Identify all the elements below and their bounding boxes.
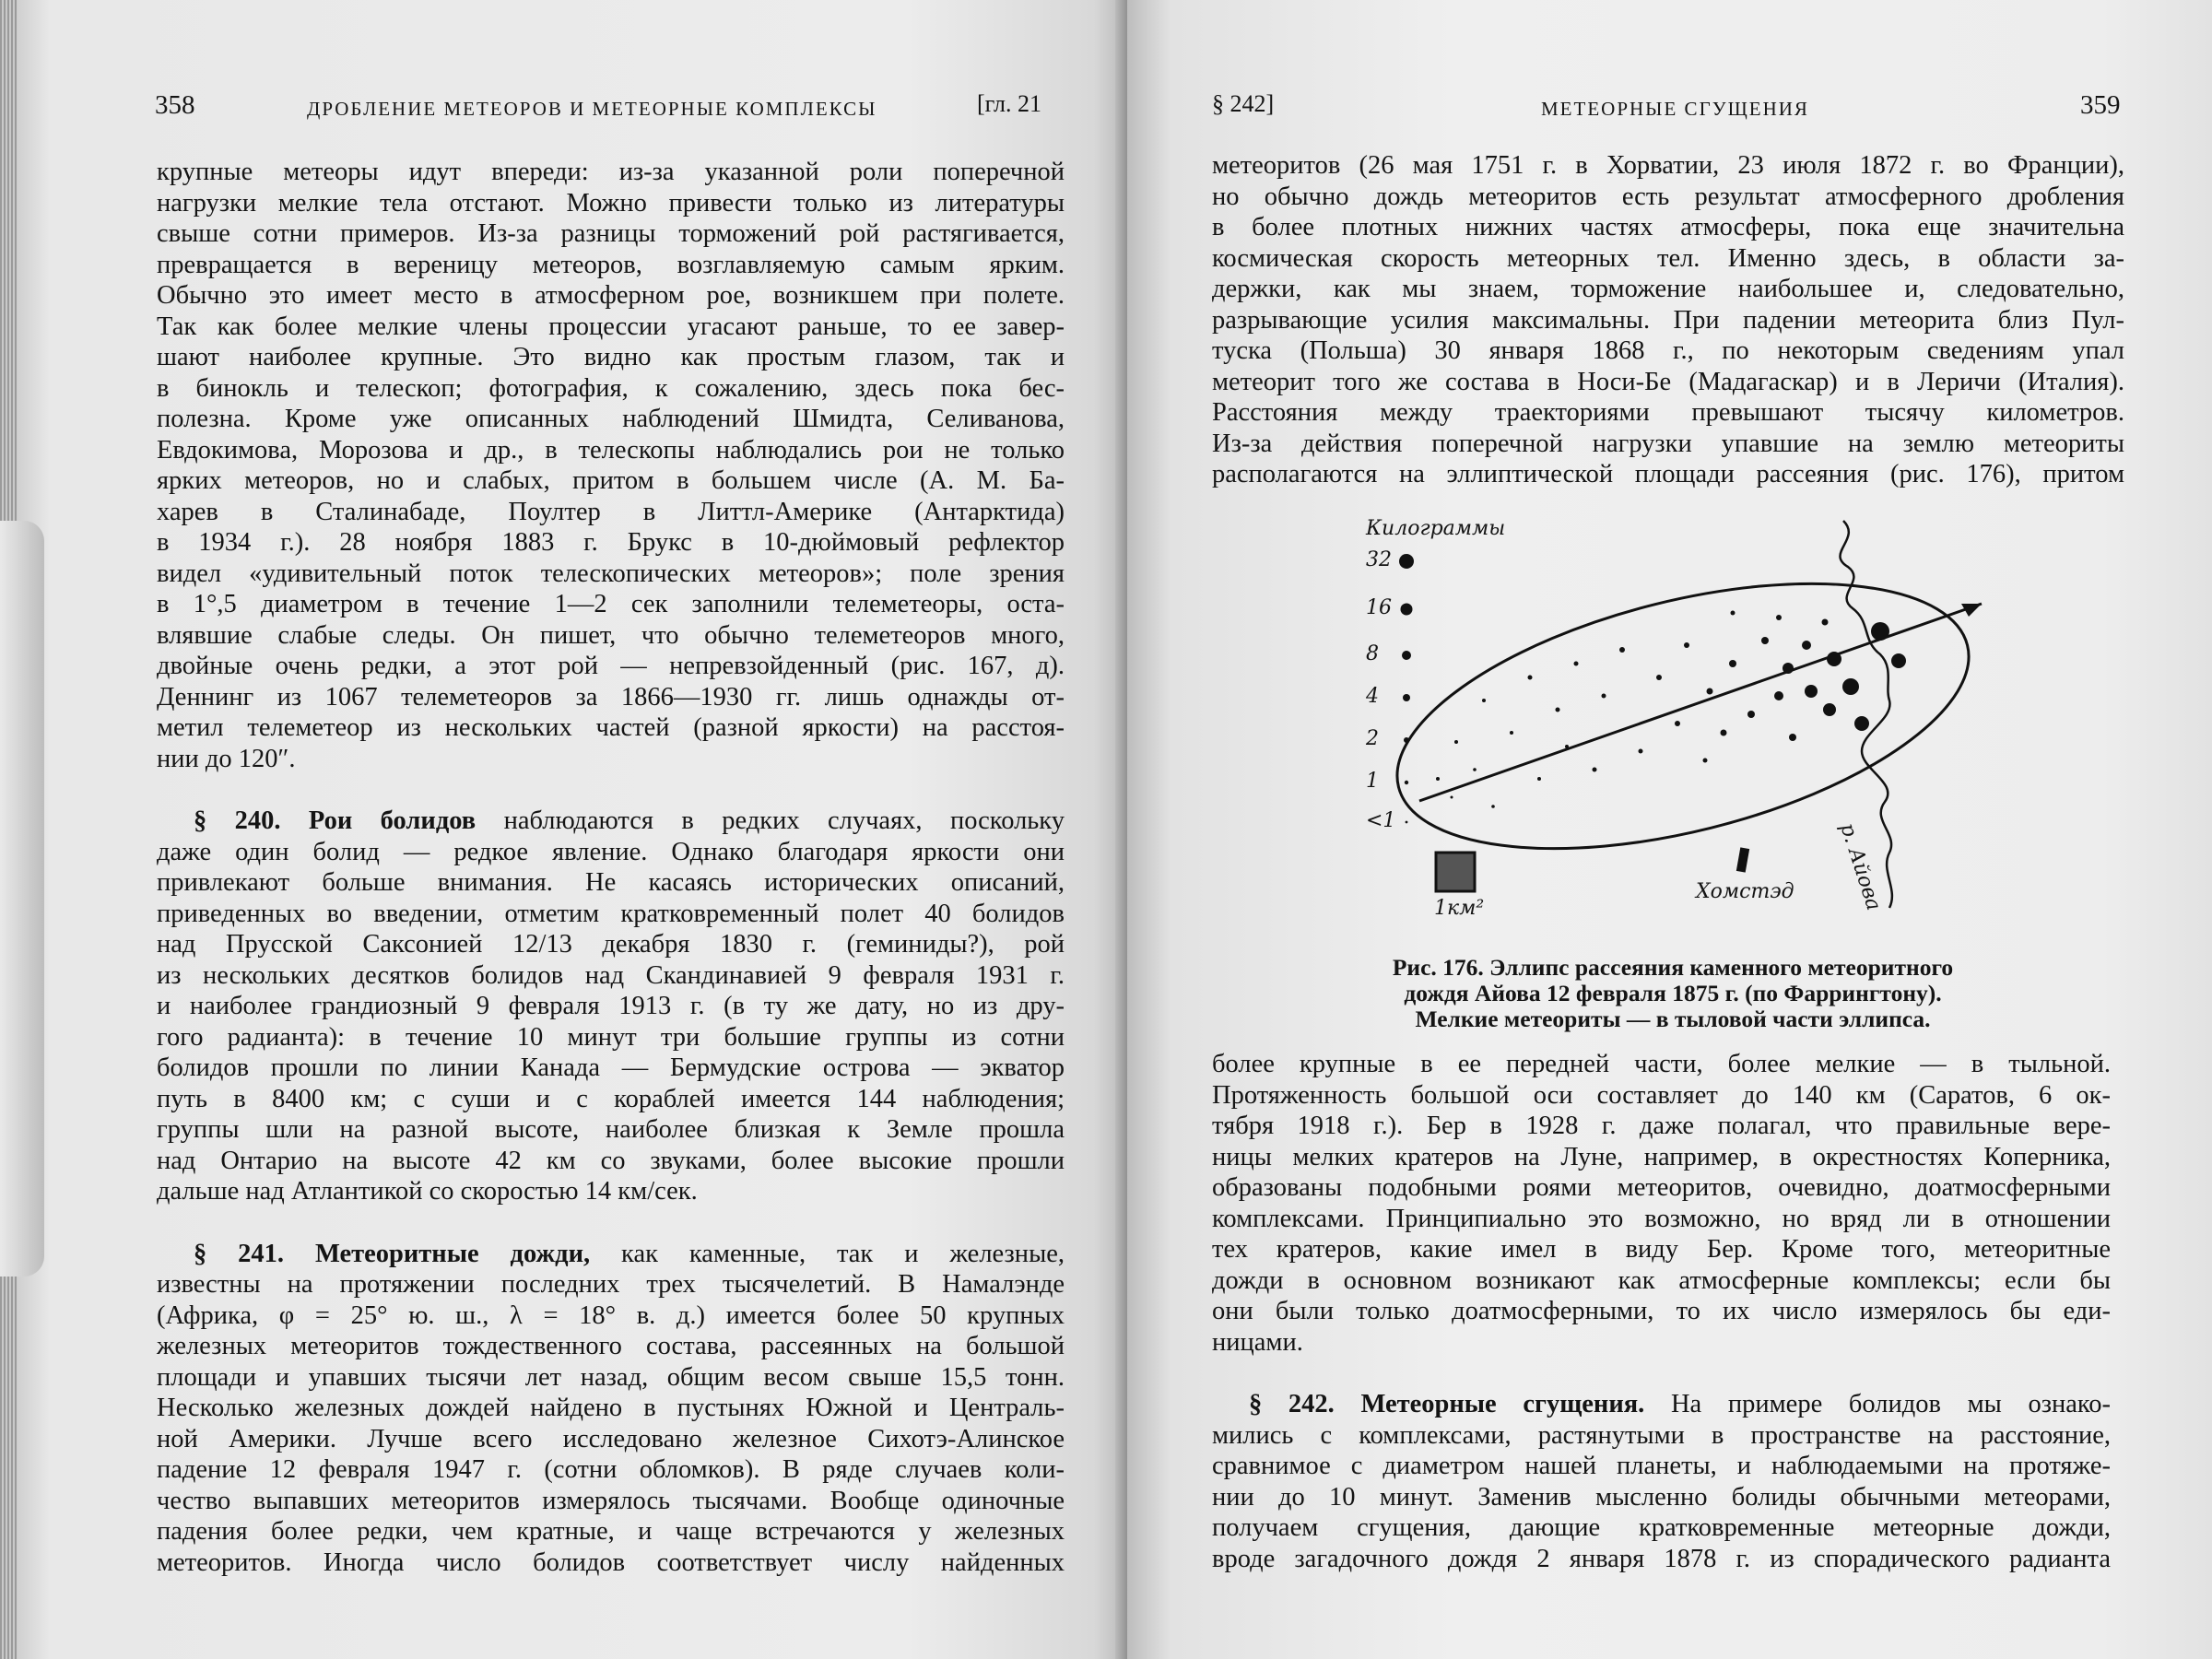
page-clip [0, 521, 44, 1277]
left-chapter-ref: [гл. 21 [977, 90, 1041, 117]
line-text: комплексами. Принципиально это возможно, но вряд ли в отношении [1212, 1204, 2111, 1233]
text-line [157, 960, 1065, 992]
line-text: в бинокль и телескоп; фотография, к сожалению, здесь пока бес- [157, 373, 1065, 403]
scale-label: 8 [1366, 642, 1379, 665]
text-line [157, 527, 1065, 559]
right-page-number: 359 [2080, 90, 2121, 120]
river-label: р. Айова [1835, 820, 1886, 914]
scale-label: <1 [1366, 809, 1396, 832]
line-text: Так как более мелкие члены процессии угасают раньше, то ее завер- [157, 312, 1065, 341]
text-line [157, 1022, 1065, 1053]
text-line [157, 1486, 1065, 1517]
line-text: крупные метеоры идут впереди: из-за указанной роли поперечной [157, 158, 1065, 186]
line-text: сравнимое с диаметром нашей планеты, и наблюдаемыми на протяже- [1212, 1452, 2111, 1480]
right-section-ref: § 242] [1212, 90, 1275, 117]
text-line [1212, 1420, 2111, 1452]
text-line [1212, 182, 2124, 213]
text-line [157, 1176, 1065, 1207]
text-line [157, 1424, 1065, 1455]
caption-line: Рис. 176. Эллипс рассеяния каменного метеоритного [1392, 954, 1954, 981]
line-text: Протяженность большой оси составляет до 140 км (Саратов, 6 ок- [1212, 1080, 2111, 1110]
scale-label: 2 [1366, 727, 1379, 750]
text-line [157, 589, 1065, 620]
text-line [157, 1269, 1065, 1300]
text-line [157, 1393, 1065, 1424]
text-line [157, 559, 1065, 590]
text-line [1212, 305, 2124, 336]
line-text: Обычно это имеет место в атмосферном рое, возникшем при полете. [157, 281, 1065, 310]
line-text: привлекают больше внимания. Не касаясь исторических описаний, [157, 868, 1065, 897]
text-line [157, 837, 1065, 868]
section-heading: § 240. Рои болидов [194, 806, 477, 835]
text-line [1212, 1142, 2111, 1173]
town-label: Хомстэд [1696, 880, 1794, 903]
line-text: шают наиболее крупные. Это видно как простым глазом, так и [157, 343, 1065, 371]
text-line [157, 188, 1065, 219]
line-text: из нескольких десятков болидов над Скандинавией 9 февраля 1931 г. [157, 960, 1065, 990]
right-running-head: МЕТЕОРНЫЕ СГУЩЕНИЯ [1541, 98, 1809, 120]
left-paragraph-top [157, 157, 1065, 774]
text-line [157, 250, 1065, 281]
scale-label: 4 [1366, 685, 1379, 708]
section-240 [157, 806, 1065, 1207]
line-text: дальше над Атлантикой со скоростью 14 км/сек. [157, 1177, 698, 1206]
left-text-block [157, 157, 1065, 1578]
line-text: (Африка, φ = 25° ю. ш., λ = 18° в. д.) имеется более 50 крупных [157, 1300, 1065, 1330]
line-text: группы шли на разной высоте, наиболее близкая к Земле прошла [157, 1115, 1065, 1144]
line-text: туска (Польша) 30 января 1868 г., по некоторым сведениям упал [1212, 336, 2124, 365]
text-line [157, 1454, 1065, 1486]
scatter-ellipse-diagram [1346, 502, 2028, 945]
text-line [157, 929, 1065, 960]
line-text: влявшие слабые следы. Он пишет, что обычно телеметеоров много, [157, 620, 1065, 650]
line-text: ярких метеоров, но и слабых, притом в большем числе (А. М. Ба- [157, 466, 1065, 495]
line-text: Деннинг из 1067 телеметеоров за 1866—1930 гг. лишь однажды от- [157, 682, 1065, 712]
line-text: превращается в вереницу метеоров, возглавляемую самым ярким. [157, 250, 1065, 279]
meteorite-dots [1436, 611, 1906, 808]
line-text: получаем сгущения, дающие кратковременные метеорные дожди, [1212, 1513, 2111, 1542]
left-page-number: 358 [155, 90, 195, 120]
text-line [157, 435, 1065, 466]
text-line [1212, 1172, 2111, 1204]
figure-176 [1346, 502, 2028, 945]
line-text: над Прусской Саксонией 12/13 декабря 1830 г. (геминиды?), рой [157, 930, 1065, 959]
text-line [157, 1300, 1065, 1332]
line-text: метеоритов. Иногда число болидов соответствует числу найденных [157, 1547, 1065, 1577]
line-text: Из-за действия поперечной нагрузки упавшие на землю метеориты [1212, 429, 2124, 458]
scale-label: 32 [1366, 548, 1392, 571]
line-text: Расстояния между траекториями превышают тысячу километров. [1212, 398, 2124, 427]
line-text: метеоритов (26 мая 1751 г. в Хорватии, 23 июля 1872 г. во Франции), [1212, 151, 2124, 180]
text-line [1212, 459, 2124, 490]
line-text: нии до 120″. [157, 744, 296, 773]
line-text: известны на протяжении последних трех тысячелетий. В Намалэнде [157, 1270, 1065, 1299]
text-line [1212, 1080, 2111, 1112]
line-text: падения более редки, чем кратные, и чаще встречаются у железных [157, 1517, 1065, 1546]
line-text: как каменные, так и железные, [590, 1239, 1065, 1268]
line-text: даже один болид — редкое явление. Однако благодаря яркости они [157, 837, 1065, 866]
text-line [1212, 335, 2124, 367]
section-241 [157, 1239, 1065, 1579]
line-text: и наиболее грандиозный 9 февраля 1913 г. (в ту же дату, но из дру- [157, 992, 1065, 1020]
text-line [157, 806, 1065, 837]
text-line [157, 1362, 1065, 1394]
mass-scale [1399, 554, 1414, 823]
line-text: вроде загадочного дождя 2 января 1878 г. из спорадического радианта [1212, 1544, 2111, 1573]
text-line [1212, 1111, 2111, 1142]
line-text: в 1°,5 диаметром в течение 1—2 сек заполнили телеметеоры, оста- [157, 590, 1065, 618]
section-heading: § 241. Метеоритные дожди, [194, 1239, 591, 1268]
text-line [157, 744, 1065, 775]
line-text: двойные очень редки, а этот рой — непревзойденный (рис. 167, д). [157, 652, 1065, 680]
text-line [1212, 150, 2124, 182]
line-text: в 1934 г.). 28 ноября 1883 г. Брукс в 10-дюймовый рефлектор [157, 528, 1065, 557]
text-line [1212, 1265, 2111, 1297]
line-text: ницами. [1212, 1327, 1303, 1357]
text-line [1212, 1296, 2111, 1327]
area-label: 1км² [1434, 897, 1485, 920]
line-text: площади и упавших тысячи лет назад, общим весом свыше 15,5 тонн. [157, 1362, 1065, 1392]
line-text: над Онтарио на высоте 42 км со звуками, более высокие прошли [157, 1146, 1065, 1175]
section-242 [1212, 1389, 2111, 1574]
text-line [1212, 1544, 2111, 1575]
line-text: чество выпавших метеоритов измерялось тысячами. Вообще одиночные [157, 1486, 1065, 1515]
line-text: метил телеметеор из нескольких частей (разной яркости) на расстоя- [157, 713, 1065, 742]
text-line [157, 1114, 1065, 1146]
text-line [157, 620, 1065, 652]
line-text: ной Америки. Лучше всего исследовано железное Сихотэ-Алинское [157, 1424, 1065, 1453]
line-text: харев в Сталинабаде, Поултер в Литтл-Америке (Антарктида) [157, 497, 1065, 526]
text-line [157, 1053, 1065, 1084]
line-text: космическая скорость метеорных тел. Именно здесь, в области за- [1212, 243, 2124, 273]
text-line [157, 218, 1065, 250]
right-paragraph-top [1212, 150, 2124, 490]
text-line [1212, 1451, 2111, 1482]
text-line [1212, 367, 2124, 398]
text-line [157, 1516, 1065, 1547]
scale-label: 16 [1366, 596, 1392, 619]
text-line [157, 651, 1065, 682]
text-line [1212, 1234, 2111, 1265]
line-text: в более плотных нижних частях атмосферы, пока еще значительна [1212, 213, 2124, 241]
line-text: мились с комплексами, растянутыми в пространстве на расстояние, [1212, 1420, 2111, 1450]
text-line [157, 1146, 1065, 1177]
text-line [157, 1331, 1065, 1362]
line-text: держки, как мы знаем, торможение наибольшее и, следовательно, [1212, 275, 2124, 303]
text-line [157, 899, 1065, 930]
text-line [157, 1239, 1065, 1270]
line-text: болидов прошли по линии Канада — Бермудские острова — экватор [157, 1053, 1065, 1082]
section-heading: § 242. Метеорные сгущения. [1249, 1390, 1645, 1418]
line-text: ницы мелких кратеров на Луне, например, в окрестностях Коперника, [1212, 1142, 2111, 1171]
line-text: свыше сотни примеров. Из-за разницы торможений рой растягивается, [157, 219, 1065, 248]
text-line [1212, 1049, 2111, 1080]
right-paragraph-mid [1212, 1049, 2111, 1358]
text-line [1212, 429, 2124, 460]
text-line [157, 373, 1065, 405]
text-line [1212, 274, 2124, 305]
figure-caption [1346, 955, 2000, 1032]
line-text: разрывающие усилия максимальны. При падении метеорита близ Пул- [1212, 305, 2124, 335]
line-text: тех кратеров, какие имел в виду Бер. Кроме того, метеоритные [1212, 1235, 2111, 1264]
line-text: приведенных во введении, отметим кратковременный полет 40 болидов [157, 899, 1065, 928]
town-marker [1736, 847, 1749, 872]
text-line [157, 342, 1065, 373]
text-line [157, 157, 1065, 188]
scatter-ellipse [1371, 534, 1995, 899]
line-text: дожди в основном возникают как атмосферные комплексы; если бы [1212, 1265, 2111, 1295]
line-text: путь в 8400 км; с суши и с кораблей имеется 144 наблюдения; [157, 1084, 1065, 1113]
line-text: На примере болидов мы ознако- [1644, 1390, 2112, 1418]
area-scale-square [1436, 853, 1475, 891]
caption-line: Мелкие метеориты — в тыловой части эллипса. [1415, 1006, 1931, 1032]
scale-title: Килограммы [1366, 517, 1506, 540]
line-text: располагаются на эллиптической площади рассеяния (рис. 176), притом [1212, 460, 2124, 488]
line-text: Несколько железных дождей найдено в пустынях Южной и Централь- [157, 1394, 1065, 1422]
text-line [157, 712, 1065, 744]
line-text: полезна. Кроме уже описанных наблюдений Шмидта, Селиванова, [157, 405, 1065, 433]
trajectory-line [1419, 604, 1982, 801]
line-text: метеорит того же состава в Носи-Бе (Мадагаскар) и в Леричи (Италия). [1212, 367, 2124, 396]
line-text: гого радианта): в течение 10 минут три большие группы из сотни [157, 1022, 1065, 1052]
line-text: видел «удивительный поток телескопических метеоров»; поле зрения [157, 559, 1065, 588]
line-text: Евдокимова, Морозова и др., в телескопы наблюдались рои не только [157, 435, 1065, 465]
text-line [157, 312, 1065, 343]
text-line [157, 867, 1065, 899]
caption-line: дождя Айова 12 февраля 1875 г. (по Фаррингтону). [1404, 980, 1942, 1006]
left-running-head: ДРОБЛЕНИЕ МЕТЕОРОВ И МЕТЕОРНЫЕ КОМПЛЕКСЫ [307, 98, 877, 120]
line-text: они были только доатмосферными, то их число измерялось бы еди- [1212, 1297, 2111, 1325]
text-line [157, 497, 1065, 528]
line-text: железных метеоритов тождественного состава, рассеянных на большой [157, 1332, 1065, 1360]
line-text: падение 12 февраля 1947 г. (сотни обломков). В ряде случаев коли- [157, 1455, 1065, 1484]
scale-label: 1 [1366, 770, 1379, 793]
text-line [157, 991, 1065, 1022]
text-line [1212, 1512, 2111, 1544]
text-line [1212, 1327, 2111, 1359]
line-text: нагрузки мелкие тела отстают. Можно привести только из литературы [157, 188, 1065, 218]
line-text: более крупные в ее передней части, более мелкие — в тыльной. [1212, 1050, 2111, 1078]
text-line [1212, 1204, 2111, 1235]
text-line [1212, 243, 2124, 275]
text-line [1212, 1482, 2111, 1513]
text-line [157, 682, 1065, 713]
right-text-top [1212, 150, 2124, 490]
text-line [1212, 1389, 2111, 1420]
line-text: тября 1918 г.). Бер в 1928 г. даже полагал, что правильные вере- [1212, 1112, 2111, 1140]
text-line [1212, 397, 2124, 429]
line-text: но обычно дождь метеоритов есть результат атмосферного дробления [1212, 182, 2124, 211]
text-line [157, 404, 1065, 435]
text-line [157, 1547, 1065, 1579]
line-text: нии до 10 минут. Заменив мысленно болиды обычными метеорами, [1212, 1482, 2111, 1512]
text-line [157, 280, 1065, 312]
line-text: наблюдаются в редких случаях, поскольку [476, 806, 1065, 835]
line-text: образованы подобными роями метеоритов, очевидно, доатмосферными [1212, 1173, 2111, 1202]
text-line [157, 465, 1065, 497]
right-text-bottom [1212, 1049, 2111, 1574]
text-line [157, 1084, 1065, 1115]
text-line [1212, 212, 2124, 243]
